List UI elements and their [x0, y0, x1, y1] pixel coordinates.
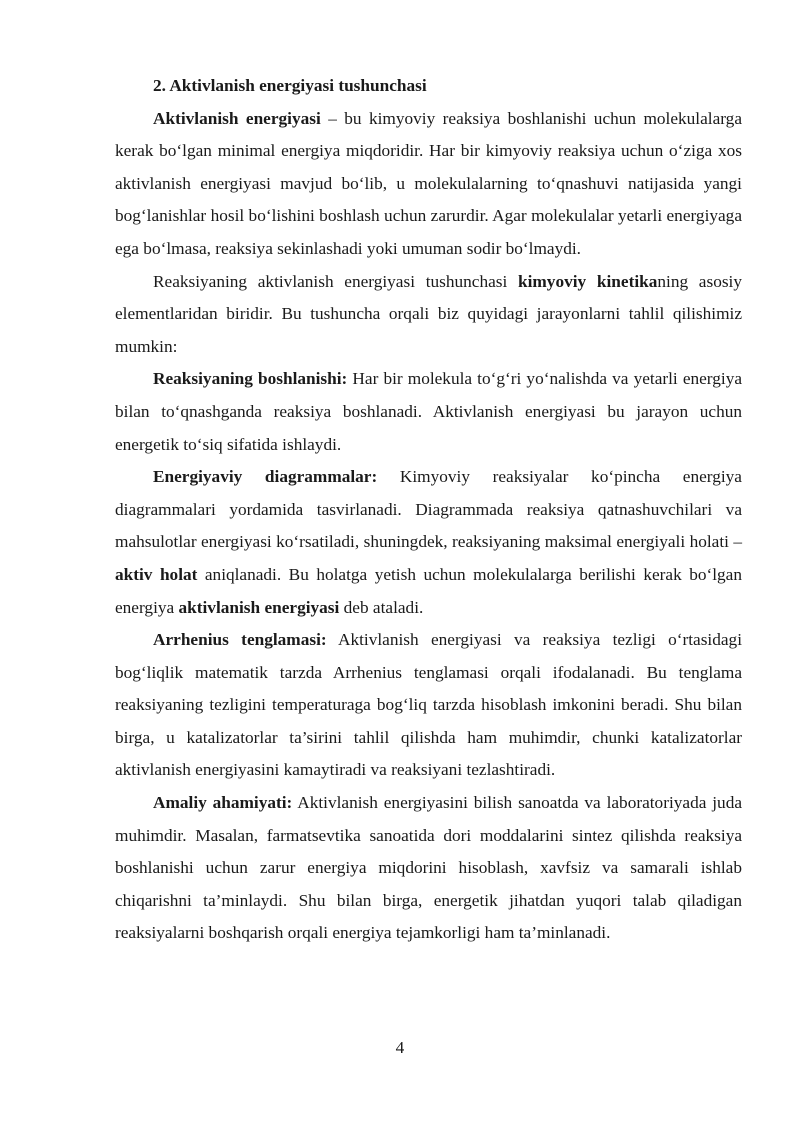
paragraph-text: – bu kimyoviy reaksiya boshlanishi uchun molekulalarga kerak bo‘lgan minimal energiya miqdoridir. Har bir kimyoviy reaksiya uchun o‘ziga xos aktivlanish energiyasi mavjud bo‘lib, u molekulalarning to‘qnashuvi natijasida yangi bog‘lanishlar hosil bo‘lishini boshlash uchun zarurdir. Agar molekulalar yetarli energiyaga ega bo‘lmasa, reaksiya sekinlashadi yoki umuman sodir bo‘lmaydi. [115, 108, 742, 258]
paragraph-text: ning asosiy elementlaridan biridir. Bu tushuncha orqali biz quyidagi jarayonlarni tahlil qilishimiz mumkin: [115, 271, 742, 356]
paragraph-text: deb ataladi. [339, 597, 424, 617]
term-energy-diagrams: Energiyaviy diagrammalar: [153, 467, 378, 487]
paragraph-reaction-start [115, 363, 742, 461]
paragraph-text: aniqlanadi. Bu holatga yetish uchun molekulalarga berilishi kerak bo‘lgan energiya [115, 564, 742, 617]
term-chemical-kinetics: kimyoviy kinetika [518, 271, 658, 291]
paragraph-text: Aktivlanish energiyasi va reaksiya tezligi o‘rtasidagi bog‘liqlik matematik tarzda Arrhenius tenglamasi orqali ifodalanadi. Bu tenglama reaksiyaning tezligini temperaturaga bog‘liq tarzda hisoblash imkonini beradi. Shu bilan birga, u katalizatorlar ta’sirini tahlil qilishda ham muhimdir, chunki katalizatorlar aktivlanish energiyasini kamaytiradi va reaksiyani tezlashtiradi. [115, 630, 742, 780]
term-reaction-start: Reaksiyaning boshlanishi: [153, 369, 348, 389]
paragraph-energy-diagrams [115, 461, 742, 624]
page-number: 4 [395, 1038, 405, 1057]
paragraph-definition [115, 103, 742, 266]
paragraph-text: Reaksiyaning aktivlanish energiyasi tushunchasi [153, 271, 518, 291]
paragraph-kinetics [115, 266, 742, 364]
page-content [115, 70, 742, 950]
paragraph-text: Har bir molekula to‘g‘ri yo‘nalishda va yetarli energiya bilan to‘qnashganda reaksiya boshlanadi. Aktivlanish energiyasi bu jarayon uchun energetik to‘siq sifatida ishlaydi. [115, 369, 743, 454]
term-active-state: aktiv holat [115, 564, 198, 584]
term-activation-energy-inline: aktivlanish energiyasi [178, 597, 340, 617]
term-practical-importance: Amaliy ahamiyati: [153, 793, 293, 813]
paragraph-text: Aktivlanish energiyasini bilish sanoatda va laboratoriyada juda muhimdir. Masalan, farmatsevtika sanoatida dori moddalarini sintez qilishda reaksiya boshlanishi uchun zarur energiya miqdorini hisoblash, xavfsiz va samarali ishlab chiqarishni ta’minlaydi. Shu bilan birga, energetik jihatdan yuqori talab qiladigan reaksiyalarni boshqarish orqali energiya tejamkorligi ham ta’minlanadi. [115, 793, 743, 943]
section-heading: 2. Aktivlanish energiyasi tushunchasi [153, 76, 427, 95]
paragraph-text: Kimyoviy reaksiyalar ko‘pincha energiya diagrammalari yordamida tasvirlanadi. Diagrammada reaksiya qatnashuvchilari va mahsulotlar energiyasi ko‘rsatiladi, shuningdek, reaksiyaning maksimal energiyali holati – [115, 467, 742, 552]
paragraph-arrhenius [115, 624, 742, 787]
term-arrhenius-equation: Arrhenius tenglamasi: [153, 630, 327, 650]
paragraph-practical-importance [115, 787, 742, 950]
term-activation-energy: Aktivlanish energiyasi [153, 108, 321, 128]
